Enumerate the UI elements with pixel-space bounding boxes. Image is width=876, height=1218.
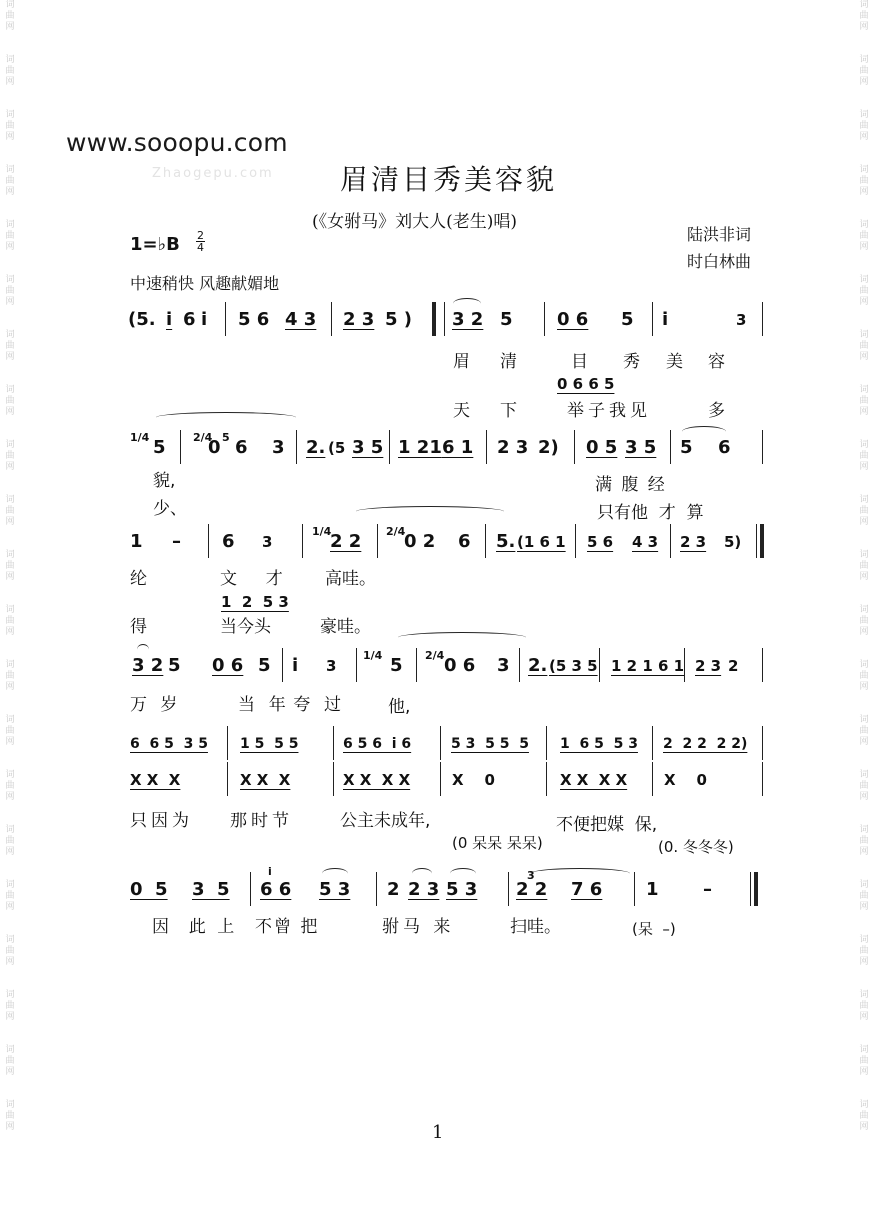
lyric: 豪哇。 [320,617,371,637]
note: 3 [262,533,273,551]
slur [156,412,296,423]
barline [282,648,283,682]
lyric: 高哇。 [325,569,376,589]
note: 0 6 [557,309,589,330]
grace-note: 3 [527,869,535,882]
composer: 时白林曲 [687,252,752,271]
lyric: 公主未成年, [340,811,431,831]
lyric: 容 [708,352,725,372]
note: 2 3 [408,879,440,900]
barline [389,430,390,464]
barline [519,648,520,682]
lyric: 只因为 [130,811,193,831]
barline [333,762,334,796]
barline [599,648,600,682]
note: 3 [497,655,510,676]
site-ghost-watermark: Zhaogepu.com [152,166,274,181]
note: 6 1 [442,437,474,458]
barline [508,872,509,906]
barline [670,430,671,464]
note-group: 2 2 2 2 2) [663,736,748,752]
lyric: 纶 [130,569,147,589]
lyric: 美 [666,352,683,372]
note: 3 [272,437,285,458]
note: 1 2 1 6 1 [611,657,685,675]
note: 5 6 [238,309,270,330]
barline [762,302,763,336]
note: 2 [728,657,739,675]
barline [652,726,653,760]
time-change: 2/4 [425,649,445,662]
beat-group: X X X X [560,771,628,789]
beat-group: X 0 [664,771,707,789]
note: 5 3 [319,879,351,900]
note: 5 [680,437,693,458]
repeat-start [432,302,445,336]
barline [208,524,209,558]
lyric: 下 [500,401,517,421]
note: 2 3 [680,533,707,551]
note: 3 5 [625,437,657,458]
lyric: 当 年 夸 过 [238,695,343,715]
note: 2) [538,437,559,458]
barline [302,524,303,558]
barline [684,648,685,682]
time-change: 2/4 [386,525,406,538]
lyric: 因 此 上 [152,917,238,937]
note: 2 2 [330,531,362,552]
note: – [172,531,181,552]
lyric: 万 岁 [130,695,182,715]
barline [180,430,181,464]
note: 0 5 [130,879,168,900]
barline [762,762,763,796]
lyric: 秀 [623,352,640,372]
barline [485,524,486,558]
note: 5 3 [446,879,478,900]
lyric: 得 [130,617,147,637]
note: (5 [328,439,346,457]
note: 2 [387,879,400,900]
barline [440,762,441,796]
note: 2. [306,437,326,458]
lyric: 举子我见 [567,401,651,421]
time-change: 1/4 [312,525,332,538]
note-group: 1 6 5 5 3 [560,736,638,752]
note: 6 [718,437,731,458]
lyricist: 陆洪非词 [687,225,752,244]
barline [333,726,334,760]
note: 5) [724,533,742,551]
note: 3 5 [352,437,384,458]
grace-note: i [268,865,272,878]
note: i [201,309,208,330]
lyric: 眉 [453,352,470,372]
note: 3 2 [132,655,164,676]
note: 3 2 [452,309,484,330]
note: 3 5 [192,879,230,900]
lyric: 不曾 把 [255,917,320,937]
site-url[interactable]: www.sooopu.com [66,128,288,157]
note: 0 5 [586,437,618,458]
lyric: 扫哇。 [510,917,561,937]
note: 0 [208,437,221,458]
lyric: 他, [388,697,411,717]
percussion-syllables: (0. 冬冬冬) [658,838,734,856]
note: 5 [153,437,166,458]
barline [762,430,763,464]
note: 5 [390,655,403,676]
watermark-right: 词 曲 网 词 曲 网 词 曲 网 词 曲 网 词 曲 网 词 曲 网 词 曲 网 词 曲 网 词 曲 网 词 曲 网 词 曲 网 词 曲 网 词 曲 网 词 曲 网 词 曲 网 词 曲 网 词 曲 网 词 曲 网 词 曲 网 词 曲 网 词 曲 网 [859,0,869,1132]
final-barline [750,872,758,906]
time-change: 1/4 [130,431,150,444]
note-group: 5 3 5 5 5 [451,736,529,752]
note-group: 1 5 5 5 [240,736,299,752]
lyric: 只有他 才 算 [597,503,704,523]
barline [546,762,547,796]
note: (5. [128,309,156,330]
barline [250,872,251,906]
note: 5 ) [385,309,413,330]
note: 2 3 [695,657,722,675]
alt-notes: 1 2 5 3 [221,593,289,611]
song-subtitle: (《女驸马》刘大人(老生)唱) [312,212,518,232]
barline [440,726,441,760]
note: 4 3 [632,533,659,551]
repeat-end [756,524,764,558]
lyric: 当今头 [220,617,271,637]
barline [377,524,378,558]
barline [376,872,377,906]
barline [574,430,575,464]
note: i [662,309,669,330]
note: i [292,655,299,676]
note-group: 6 6 5 3 5 [130,736,208,752]
note: 0 6 [444,655,476,676]
note: 7 6 [571,879,603,900]
percussion-row [0,766,876,796]
note: 5 [500,309,513,330]
note: 4 3 [285,309,317,330]
barline [575,524,576,558]
notation-row-3 [0,525,876,558]
note: 5 [621,309,634,330]
alt-notes: 0 6 6 5 [557,375,615,393]
notation-row-4 [0,649,876,682]
lyric: 不便把媒 保, [556,815,658,835]
barline [652,762,653,796]
lyric: 目 [571,352,588,372]
time-signature [196,230,205,253]
beat-group: X X X [240,771,291,789]
note: (5 3 5 [549,657,598,675]
beat-group: X X X X [343,771,411,789]
note: 2 3 [497,437,529,458]
tempo-marking: 中速稍快 风趣献媚地 [130,274,280,293]
time-signature-bottom: 4 [197,241,204,254]
note: 6 [183,309,196,330]
barline [356,648,357,682]
barline [634,872,635,906]
page-number: 1 [432,1122,444,1143]
note: 5. [496,531,516,552]
note: 2 2 [516,879,548,900]
grace-note: 5 [222,431,230,444]
barline [227,762,228,796]
lyric: 满 腹 经 [595,475,667,495]
note: 6 6 [260,879,292,900]
notation-row-7 [0,865,876,906]
note: 3 [736,311,747,329]
barline [762,726,763,760]
note: 2 3 [343,309,375,330]
time-signature-top: 2 [197,229,204,242]
note: – [703,879,712,900]
lyric: 貌, [153,471,176,491]
note: 0 2 [404,531,436,552]
note: 1 [646,879,659,900]
barline [416,648,417,682]
key-signature: 1=♭B [130,234,180,255]
beat-group: X 0 [452,771,495,789]
note: 1 21 [398,437,442,458]
lyric: 清 [500,352,517,372]
barline [652,302,653,336]
note-group: 6 5 6 i 6 [343,736,412,752]
note: 3 [326,657,337,675]
barline [225,302,226,336]
note: 0 6 [212,655,244,676]
barline [670,524,671,558]
lyric: 文 才 [220,569,289,589]
note: 6 [458,531,471,552]
barline [762,648,763,682]
watermark-left: 词 曲 网 词 曲 网 词 曲 网 词 曲 网 词 曲 网 词 曲 网 词 曲 网 词 曲 网 词 曲 网 词 曲 网 词 曲 网 词 曲 网 词 曲 网 词 曲 网 词 曲 网 词 曲 网 词 曲 网 词 曲 网 词 曲 网 词 曲 网 词 曲 网 [5,0,15,1132]
barline [544,302,545,336]
note: 5 [168,655,181,676]
percussion-syllables: (0 呆呆 呆呆) [452,834,543,852]
note: i [166,309,173,330]
note: 5 6 [587,533,614,551]
beat-group: X X X [130,771,181,789]
barline [227,726,228,760]
notation-row-5 [0,730,876,760]
lyric: 天 [453,401,470,421]
lyric: 那时节 [230,811,293,831]
note: 5 [258,655,271,676]
note: 6 [222,531,235,552]
barline [331,302,332,336]
notation-row-1 [0,306,876,336]
percussion-syllables: (呆 –) [632,920,676,938]
lyric: 少、 [153,499,187,519]
time-change: 2/4 [193,431,213,444]
barline [296,430,297,464]
note: 2. [528,655,548,676]
barline [546,726,547,760]
barline [486,430,487,464]
slur [356,506,504,517]
song-title: 眉清目秀美容貌 [340,163,558,196]
slur [398,632,526,643]
note: (1 6 1 [517,533,566,551]
note: 1 [130,531,143,552]
lyric: 驸马 来 [382,917,455,937]
notation-row-2 [0,431,876,464]
lyric: 多 [708,401,725,421]
time-change: 1/4 [363,649,383,662]
note: 6 [235,437,248,458]
